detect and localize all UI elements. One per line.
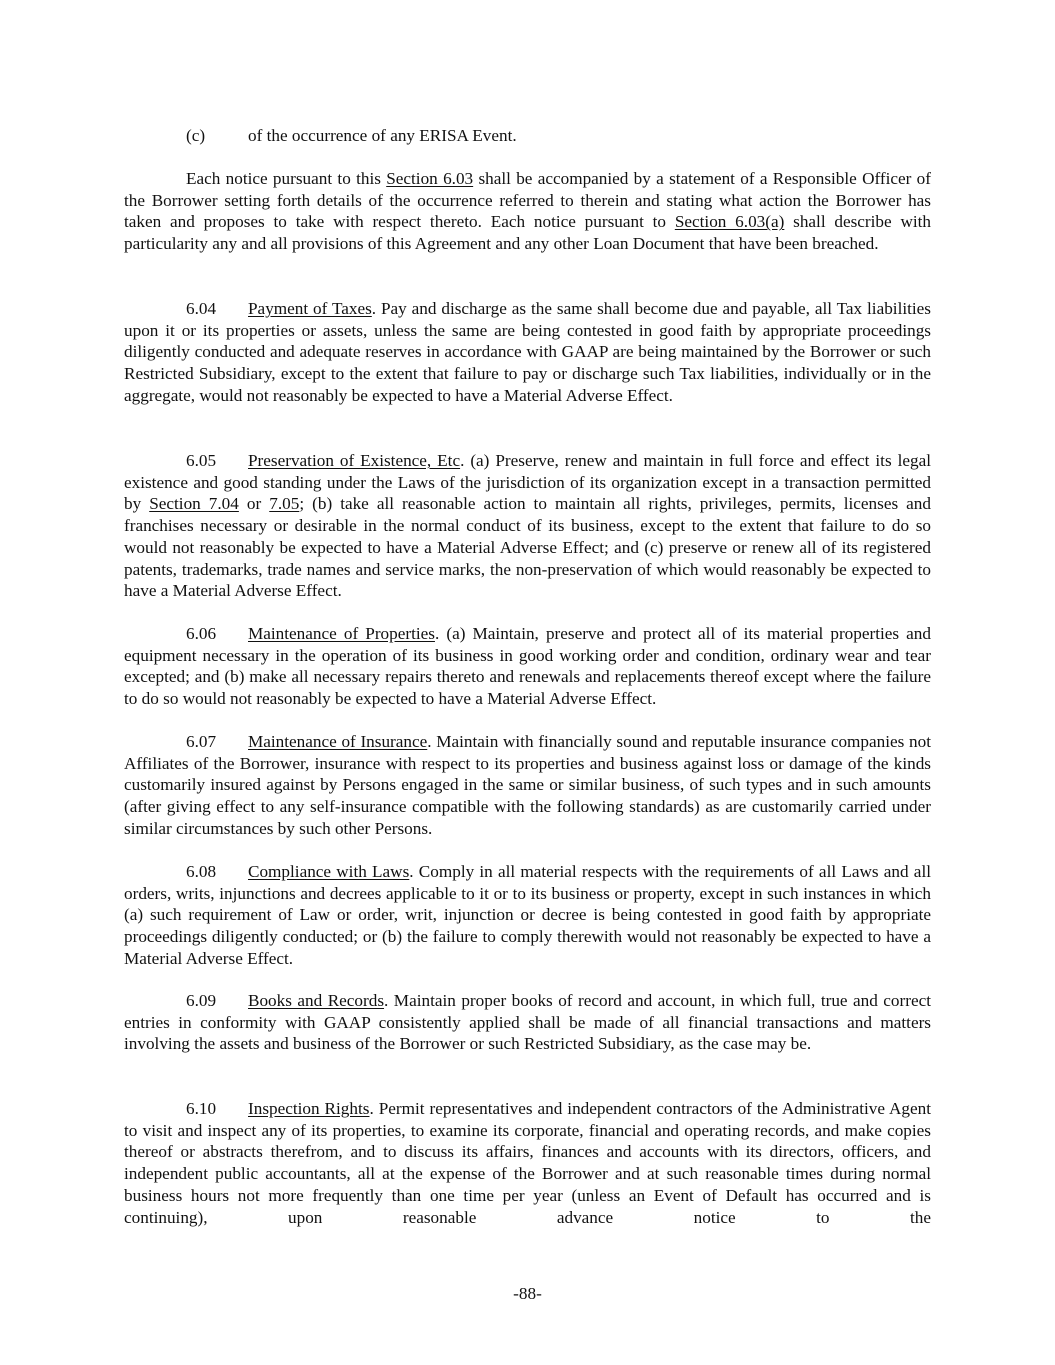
section-6-04 — [124, 298, 931, 407]
notice-paragraph — [124, 168, 931, 255]
section-title: Maintenance of Properties — [248, 624, 435, 643]
clause-label: (c) — [186, 126, 206, 145]
section-title: Payment of Taxes — [248, 299, 372, 318]
section-body: ; (b) take all reasonable action to maintain all rights, privileges, permits, licenses and franchises necessary or desirable in the normal conduct of its business, except to the extent that failure to do so would not reasonably be expected to have a Material Adverse Effect; and (c) preserve or renew all of its registered patents, trademarks, trade names and service marks, the non-preservation of which would reasonably be expected to have a Material Adverse Effect. — [124, 494, 931, 601]
section-body: . Comply in all material respects with the requirements of all Laws and all orders, writs, injunctions and decrees applicable to it or to its business or property, except in such instances in which (a) such requirement of Law or order, writ, injunction or decree is being contested in good faith by appropriate proceedings diligently conducted; or (b) the failure to comply therewith would not reasonably be expected to have a Material Adverse Effect. — [124, 862, 931, 968]
section-body: . (a) Maintain, preserve and protect all of its material properties and equipment necessary in the operation of its business in good working order and condition, ordinary wear and tear excepted; and (b) make all necessary repairs thereto and renewals and replacements thereof except where the failure to do so would not reasonably be expected to have a Material Adverse Effect. — [124, 624, 931, 709]
section-number: 6.07 — [186, 732, 217, 751]
section-title: Inspection Rights — [248, 1099, 370, 1118]
clause-text: of the occurrence of any ERISA Event. — [248, 126, 517, 145]
notice-text-1: Each notice pursuant to this — [186, 169, 387, 188]
section-title: Books and Records — [248, 991, 385, 1010]
section-body: . Maintain proper books of record and account, in which full, true and correct entries in conformity with GAAP consistently applied shall be made of all financial transactions and matters involving the assets and business of the Borrower or such Restricted Subsidiary, as the case may be. — [124, 991, 932, 1054]
section-title: Maintenance of Insurance — [248, 732, 428, 751]
notice-text-3: shall describe with particularity any and all provisions of this Agreement and any other Loan Document that have been breached. — [124, 212, 932, 254]
section-body: . Permit representatives and independent contractors of the Administrative Agent to visit and inspect any of its properties, to examine its corporate, financial and operating records, and make copies thereof or abstracts therefrom, and to discuss its affairs, finances and accounts with its directors, officers, and independent public accountants, all at the expense of the Borrower and at such reasonable times during normal business hours not more frequently than one time per year (unless an Event of Default has occurred and is continuing), upon reasonable advance notice to the — [124, 1099, 931, 1227]
section-number: 6.04 — [186, 299, 217, 318]
section-number: 6.10 — [186, 1099, 217, 1118]
section-title: Preservation of Existence, Etc — [248, 451, 461, 470]
section-number: 6.05 — [186, 451, 217, 470]
section-6-07 — [124, 731, 931, 840]
section-number: 6.06 — [186, 624, 217, 643]
section-6-03a-link[interactable]: Section 6.03(a) — [674, 212, 785, 232]
section-7-04-link[interactable]: Section 7.04 — [149, 494, 239, 514]
section-body: . (a) Preserve, renew and maintain in full force and effect its legal existence and good standing under the Laws of the jurisdiction of its organization except in a transaction permitted by — [124, 451, 931, 514]
section-number: 6.09 — [186, 991, 217, 1010]
section-6-10 — [124, 1098, 931, 1228]
section-title: Compliance with Laws — [248, 862, 410, 881]
section-body: . Maintain with financially sound and reputable insurance companies not Affiliates of the Borrower, insurance with respect to its properties and business against loss or damage of the kinds customarily insured against by Persons engaged in the same or similar business, of such types and in such amounts (after giving effect to any self-insurance compatible with the following standards) as are customarily carried under similar circumstances by such other Persons. — [124, 732, 931, 838]
section-6-06 — [124, 623, 931, 710]
section-6-05 — [124, 450, 931, 602]
section-body: or — [238, 494, 270, 514]
section-6-08 — [124, 861, 931, 970]
clause-c — [186, 125, 517, 147]
page-number: -88- — [513, 1284, 542, 1303]
section-7-05-link[interactable]: 7.05 — [269, 494, 300, 514]
section-number: 6.08 — [186, 862, 217, 881]
section-body: . Pay and discharge as the same shall become due and payable, all Tax liabilities upon it or its properties or assets, unless the same are being contested in good faith by appropriate proceedings diligently conducted and adequate reserves in accordance with GAAP are being maintained by the Borrower or such Restricted Subsidiary, except to the extent that failure to pay or discharge such Tax liabilities, individually or in the aggregate, would not reasonably be expected to have a Material Adverse Effect. — [124, 299, 931, 405]
section-6-09 — [124, 990, 931, 1055]
section-6-03-link[interactable]: Section 6.03 — [386, 169, 474, 188]
notice-text-2: shall be accompanied by a statement of a Responsible Officer of the Borrower setting forth details of the occurrence referred to therein and stating what action the Borrower has taken and proposes to take with respect thereto. Each notice pursuant to — [124, 169, 931, 232]
